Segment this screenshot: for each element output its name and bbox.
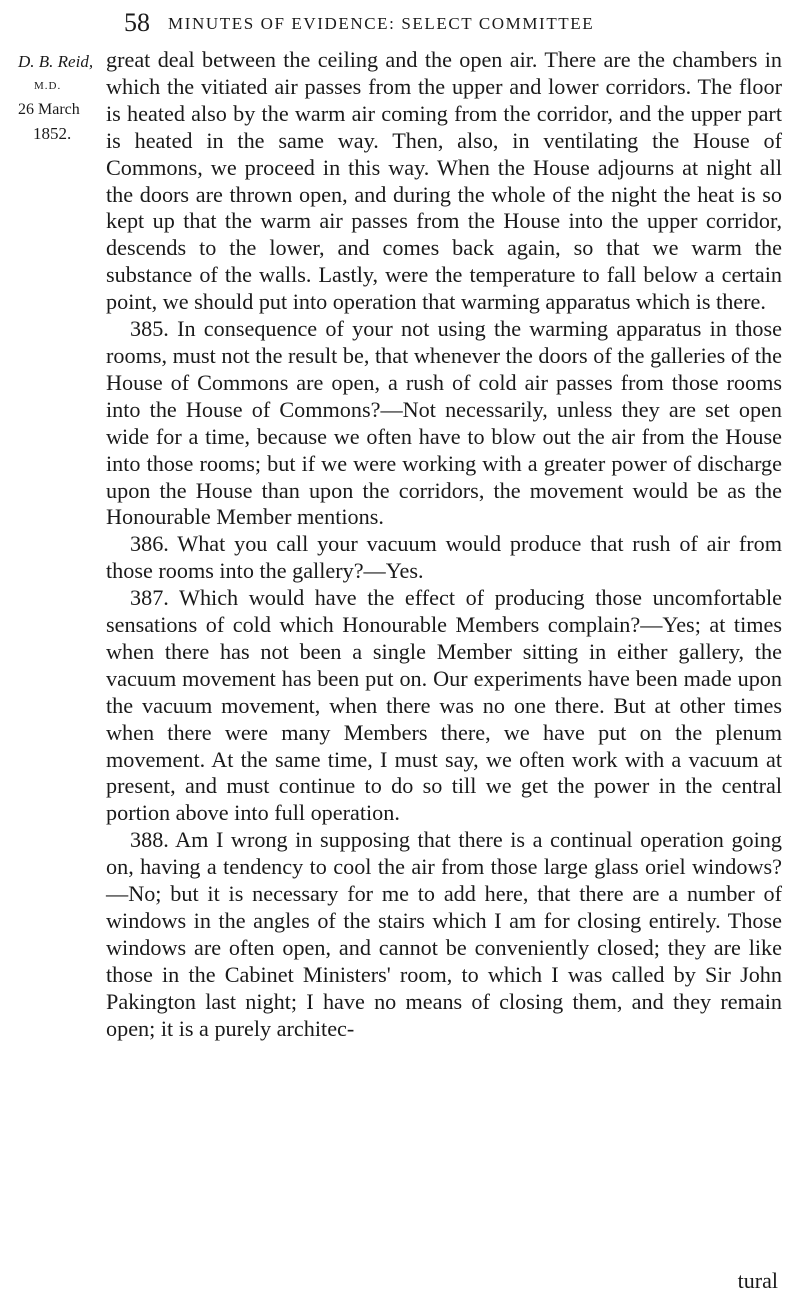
question-386: 386. What you call your vacuum would produce that rush of air from those rooms into the gallery?—Yes.: [106, 531, 782, 584]
body-text: [106, 47, 782, 1043]
margin-year: 1852.: [33, 124, 72, 143]
question-385: 385. In consequence of your not using the warming apparatus in those rooms, must not the result be, that whenever the doors of the galleries of the House of Commons are open, a rush of cold air passes from those rooms into the House of Commons?—Not necessarily, unless they are set open wide for a time, because we often have to blow out the air from the House into those rooms; but if we were working with a greater power of discharge upon the House than upon the corridors, the movement would be as the Honourable Member mentions.: [106, 316, 782, 530]
paragraph-continuation: great deal between the ceiling and the open air. There are the chambers in which the vitiated air passes from the upper and lower corridors. The floor is heated also by the warm air coming from the corridor, and the upper part is heated in the same way. Then, also, in ventilating the House of Commons, we proceed in this way. When the House adjourns at night all the doors are thrown open, and during the whole of the night the heat is so kept up that the warm air passes from the House into the upper corridor, descends to the lower, and comes back again, so that we warm the substance of the walls. Lastly, were the temperature to fall below a certain point, we should put into operation that warming apparatus which is there.: [106, 47, 782, 315]
catchword: tural: [737, 1268, 778, 1293]
question-388: 388. Am I wrong in supposing that there is a continual operation going on, having a tendency to cool the air from those large glass oriel windows?—No; but it is necessary for me to add here, that there are a number of windows in the angles of the stairs which I am for closing entirely. Those windows are often open, and cannot be conveniently closed; they are like those in the Cabinet Ministers' room, to which I was called by Sir John Pakington last night; I have no means of closing them, and they remain open; it is a purely architec-: [106, 827, 782, 1041]
page-number: 58: [124, 8, 150, 37]
margin-date: 26 March: [18, 101, 80, 118]
margin-note: [18, 50, 98, 146]
page-header: [0, 4, 800, 44]
margin-witness: D. B. Reid,: [18, 52, 94, 71]
running-head: MINUTES OF EVIDENCE: SELECT COMMITTEE: [168, 14, 595, 33]
question-387: 387. Which would have the effect of producing those uncomfortable sensations of cold which Honourable Members complain?—Yes; at times when there has not been a single Member sitting in either gallery, the vacuum movement has been put on. Our experiments have been made upon the vacuum movement, when there was no one there. But at other times when there were many Members there, we have put on the plenum movement. At the same time, I must say, we often work with a vacuum at present, and must continue to do so till we get the power in the central portion above into full operation.: [106, 585, 782, 826]
margin-degree: M.D.: [34, 80, 62, 92]
